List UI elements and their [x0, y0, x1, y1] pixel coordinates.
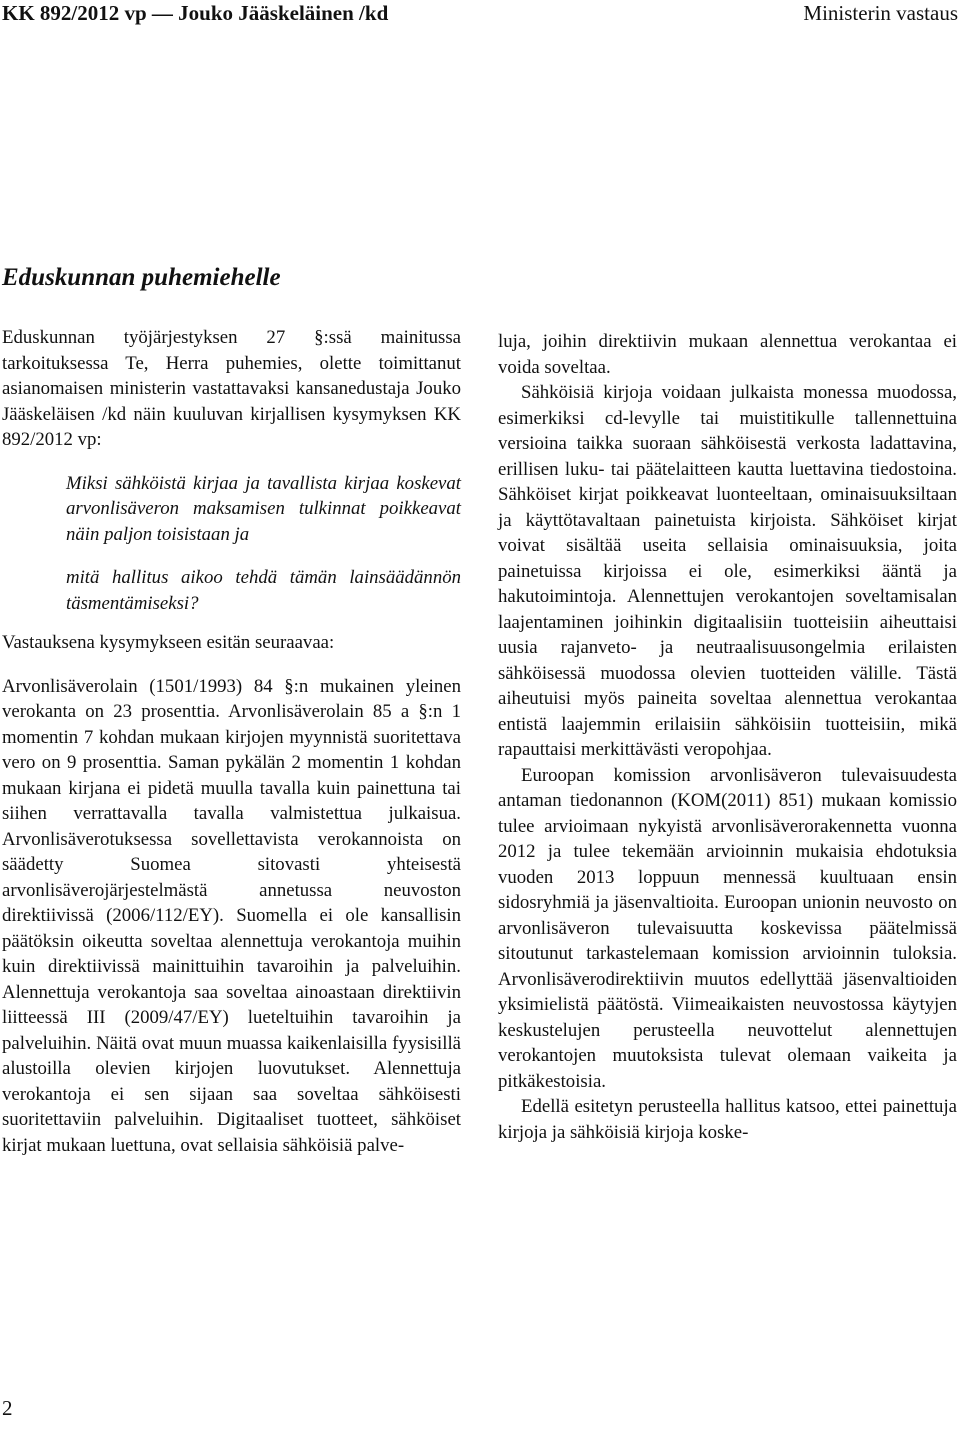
question-1: Miksi sähköistä kirjaa ja tavallista kirjaa koskevat arvonlisäveron maksamisen tulkinnat poikkeavat näin paljon toisistaan ja — [66, 472, 461, 545]
ebook-paragraph: Sähköisiä kirjoja voidaan julkaista monessa muodossa, esimerkiksi cd-levylle tai muistitikulle tallennettuina versioina taikka suoraan sähköisestä verkosta ladattavina, erillisen luku- tai päätelaitteen kautta luettavina tiedostoina. Sähköiset kirjat poikkeavat luonteeltaan, ominaisuuksiltaan ja käyttötavaltaan painetuista kirjoista. Sähköiset kirjat voivat sisältää useita sellaisia ominaisuuksia, joita painetuissa kirjoissa ei ole, esimerkiksi ääntä ja hakutoimintoja. Alennettujen verokantojen soveltamisalan laajentaminen joihinkin digitaalisiin tuotteisiin aiheuttaisi uusia rajanveto- ja neutraalisuusongelmia erilaisten sähköisessä muodossa olevien tuotteiden välille. Tästä aiheutuisi myös paineita soveltaa alennettua verokantaa entistä laajemmin erilaisiin sähköisiin tuotteisiin, mikä rapauttaisi merkittävästi veropohjaa. — [498, 382, 957, 760]
conclusion-paragraph: Edellä esitetyn perusteella hallitus katsoo, ettei painettuja kirjoja ja sähköisiä kirjoja koske- — [498, 1096, 957, 1143]
answer-intro: Vastauksena kysymykseen esitän seuraavaa: — [2, 632, 335, 653]
answer-body: Arvonlisäverolain (1501/1993) 84 §:n mukainen yleinen verokanta on 23 prosenttia. Arvonlisäverolain 85 a §:n 1 momentin 7 kohdan mukaan kirjojen myynnistä suoritettava vero on 9 prosenttia. Saman pykälän 2 momentin 1 kohdan mukaan kirjana ei pidetä muulla tavalla kuin painettuna tai siihen verrattavalla tavalla valmistettua julkaisua. Arvonlisäverotuksessa sovellettavista verokannoista on säädetty Suomea sitovasti yhteisestä arvonlisäverojärjestelmästä annetussa neuvoston direktiivissä (2006/112/EY). Suomella ei ole kansallisin päätöksin oikeutta soveltaa alennettuja verokantoja muihin kuin direktiivissä mainittuihin tavaroihin ja palveluihin. Alennettuja verokantoja saa soveltaa ainoastaan direktiivin liitteessä III (2009/47/EY) lueteltuihin tavaroihin ja palveluihin. Näitä ovat muun muassa kaikenlaisilla fyysisillä alustoilla olevien kirjojen luovutukset. Alennettuja verokantoja ei sen sijaan saa soveltaa sähköisesti suoritettaviin palveluihin. Digitaaliset tuotteet, sähköiset kirjat mukaan luettuna, ovat sellaisia sähköisiä palve- — [2, 675, 461, 1156]
commission-paragraph: Euroopan komission arvonlisäveron tulevaisuudesta antaman tiedonannon (KOM(2011) 851) mukaan komissio tulee arvioimaan nykyistä arvonlisäverorakennetta vuonna 2012 ja tulee tekemään arvioinnin mukaisia ehdotuksia vuoden 2013 loppuun mennessä kuultuaan ensin sidosryhmiä ja jäsenvaltioita. Euroopan unionin neuvosto on arvonlisäveron tulevaisuutta koskevissa päätelmissä sitoutunut tarkastelemaan komission arvioinnin tuloksia. Arvonlisäverodirektiivin muutos edellyttää jäsenvaltioiden yksimielistä päätöstä. Viimeaikaisten neuvostossa käytyjen keskustelujen perusteella neuvottelut alennettujen verokantojen muutoksista tulevat olemaan vaikeita ja pitkäkestoisia. — [498, 764, 957, 1092]
continuation-paragraph: luja, joihin direktiivin mukaan alennettua verokantaa ei voida soveltaa. — [498, 331, 957, 378]
addressee-heading: Eduskunnan puhemiehelle — [2, 264, 281, 291]
header-section-title: Ministerin vastaus — [803, 1, 958, 25]
page-number: 2 — [2, 1396, 13, 1420]
intro-paragraph: Eduskunnan työjärjestyksen 27 §:ssä mainitussa tarkoituksessa Te, Herra puhemies, olette toimittanut asianomaisen ministerin vastattavaksi kansanedustaja Jouko Jääskeläisen /kd näin kuuluvan kirjallisen kysymyksen KK 892/2012 vp: — [2, 327, 461, 450]
question-2: mitä hallitus aikoo tehdä tämän lainsäädännön täsmentämiseksi? — [66, 567, 461, 614]
right-column — [498, 329, 957, 1145]
left-column — [2, 325, 461, 1158]
header-document-id: KK 892/2012 vp — Jouko Jääskeläinen /kd — [2, 1, 389, 25]
